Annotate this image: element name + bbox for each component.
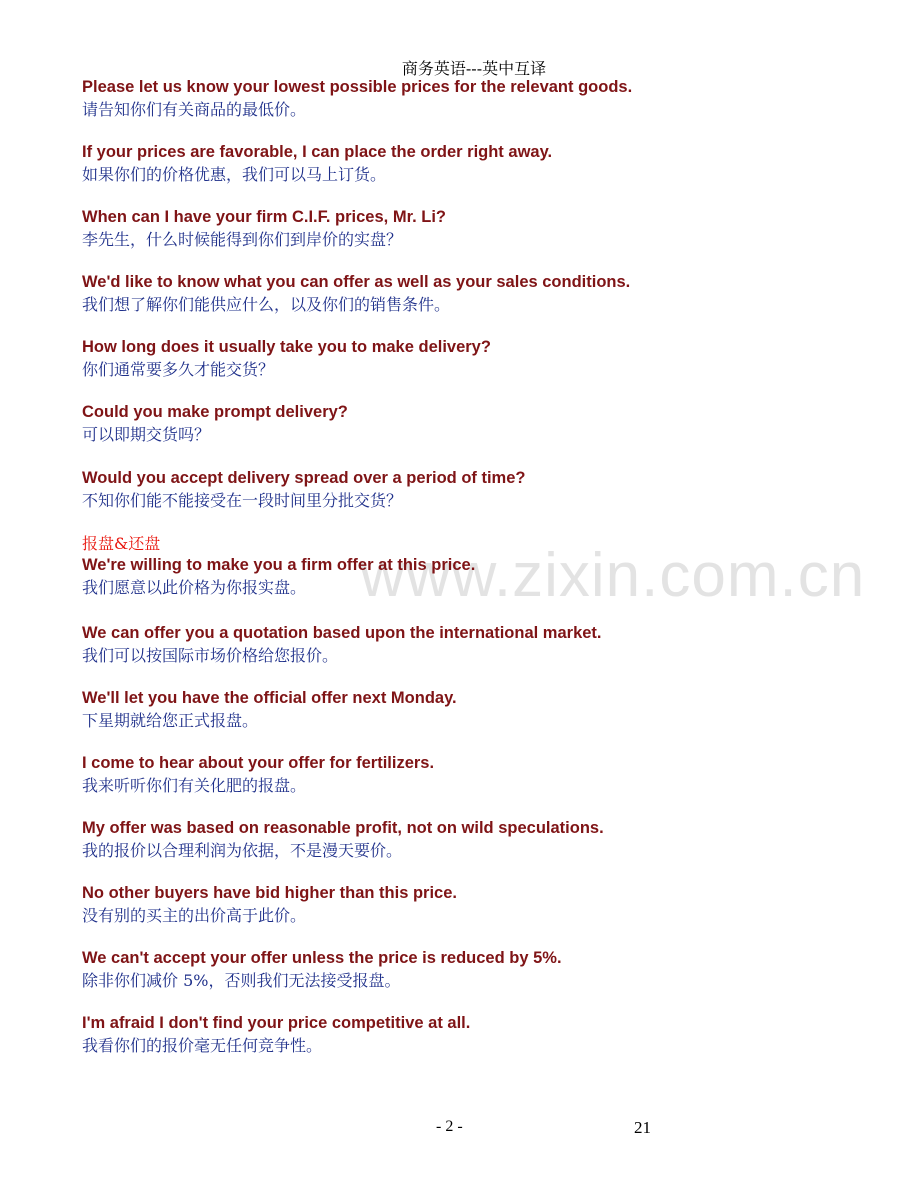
chinese-translation: 除非你们减价 5%，否则我们无法接受报盘。 [82,971,401,991]
chinese-translation: 我的报价以合理利润为依据，不是漫天要价。 [82,840,403,860]
english-sentence: I come to hear about your offer for fertilizers. [82,753,435,772]
phrase-item [82,687,842,752]
chinese-translation: 我来听听你们有关化肥的报盘。 [82,775,307,795]
document-body [82,76,842,1077]
chinese-translation: 没有别的买主的出价高于此价。 [82,906,307,926]
english-sentence: We'd like to know what you can offer as well as your sales conditions. [82,273,631,292]
english-sentence: We can't accept your offer unless the price is reduced by 5%. [82,949,562,968]
english-sentence: My offer was based on reasonable profit, not on wild speculations. [82,818,604,837]
chinese-translation: 我们愿意以此价格为你报实盘。 [82,577,307,597]
chinese-translation: 你们通常要多久才能交货？ [82,360,275,380]
english-sentence: If your prices are favorable, I can place the order right away. [82,143,553,162]
english-sentence: We're willing to make you a firm offer at this price. [82,555,476,574]
phrase-item [82,622,842,687]
phrase-item [82,882,842,947]
chinese-translation: 我们想了解你们能供应什么，以及你们的销售条件。 [82,295,451,315]
chinese-translation: 如果你们的价格优惠，我们可以马上订货。 [82,165,387,185]
phrase-item [82,817,842,882]
phrase-item [82,141,842,206]
english-sentence: We'll let you have the official offer next Monday. [82,688,457,707]
page-number: - 2 - [436,1118,463,1135]
english-sentence: When can I have your firm C.I.F. prices, Mr. Li? [82,208,446,227]
chinese-translation: 下星期就给您正式报盘。 [82,710,259,730]
chinese-translation: 请告知你们有关商品的最低价。 [82,100,307,119]
phrase-item [82,947,842,1012]
chinese-translation: 我看你们的报价毫无任何竞争性。 [82,1036,323,1056]
phrase-item [82,752,842,817]
english-sentence: Could you make prompt delivery? [82,403,348,422]
phrase-item [82,336,842,401]
footer-number: 21 [634,1118,651,1137]
chinese-translation: 不知你们能不能接受在一段时间里分批交货？ [82,490,403,510]
page-header: 商务英语---英中互译 [401,59,547,78]
phrase-item [82,76,842,141]
phrase-item [82,271,842,336]
chinese-translation: 可以即期交货吗？ [82,425,211,445]
english-sentence: No other buyers have bid higher than this price. [82,884,457,903]
phrase-item [82,401,842,466]
english-sentence: Please let us know your lowest possible prices for the relevant goods. [82,78,633,96]
phrase-item [82,467,842,532]
chinese-translation: 我们可以按国际市场价格给您报价。 [82,645,339,665]
phrase-item [82,1012,842,1077]
watermark: www.zixin.com.cn [360,541,866,610]
english-sentence: Would you accept delivery spread over a period of time? [82,468,526,487]
chinese-translation: 李先生，什么时候能得到你们到岸价的实盘？ [82,230,403,250]
english-sentence: We can offer you a quotation based upon the international market. [82,623,602,642]
section-first-item [82,534,842,622]
english-sentence: How long does it usually take you to make delivery? [82,338,491,357]
phrase-item [82,206,842,271]
section-title: 报盘&还盘 [82,533,161,553]
english-sentence: I'm afraid I don't find your price competitive at all. [82,1014,471,1033]
